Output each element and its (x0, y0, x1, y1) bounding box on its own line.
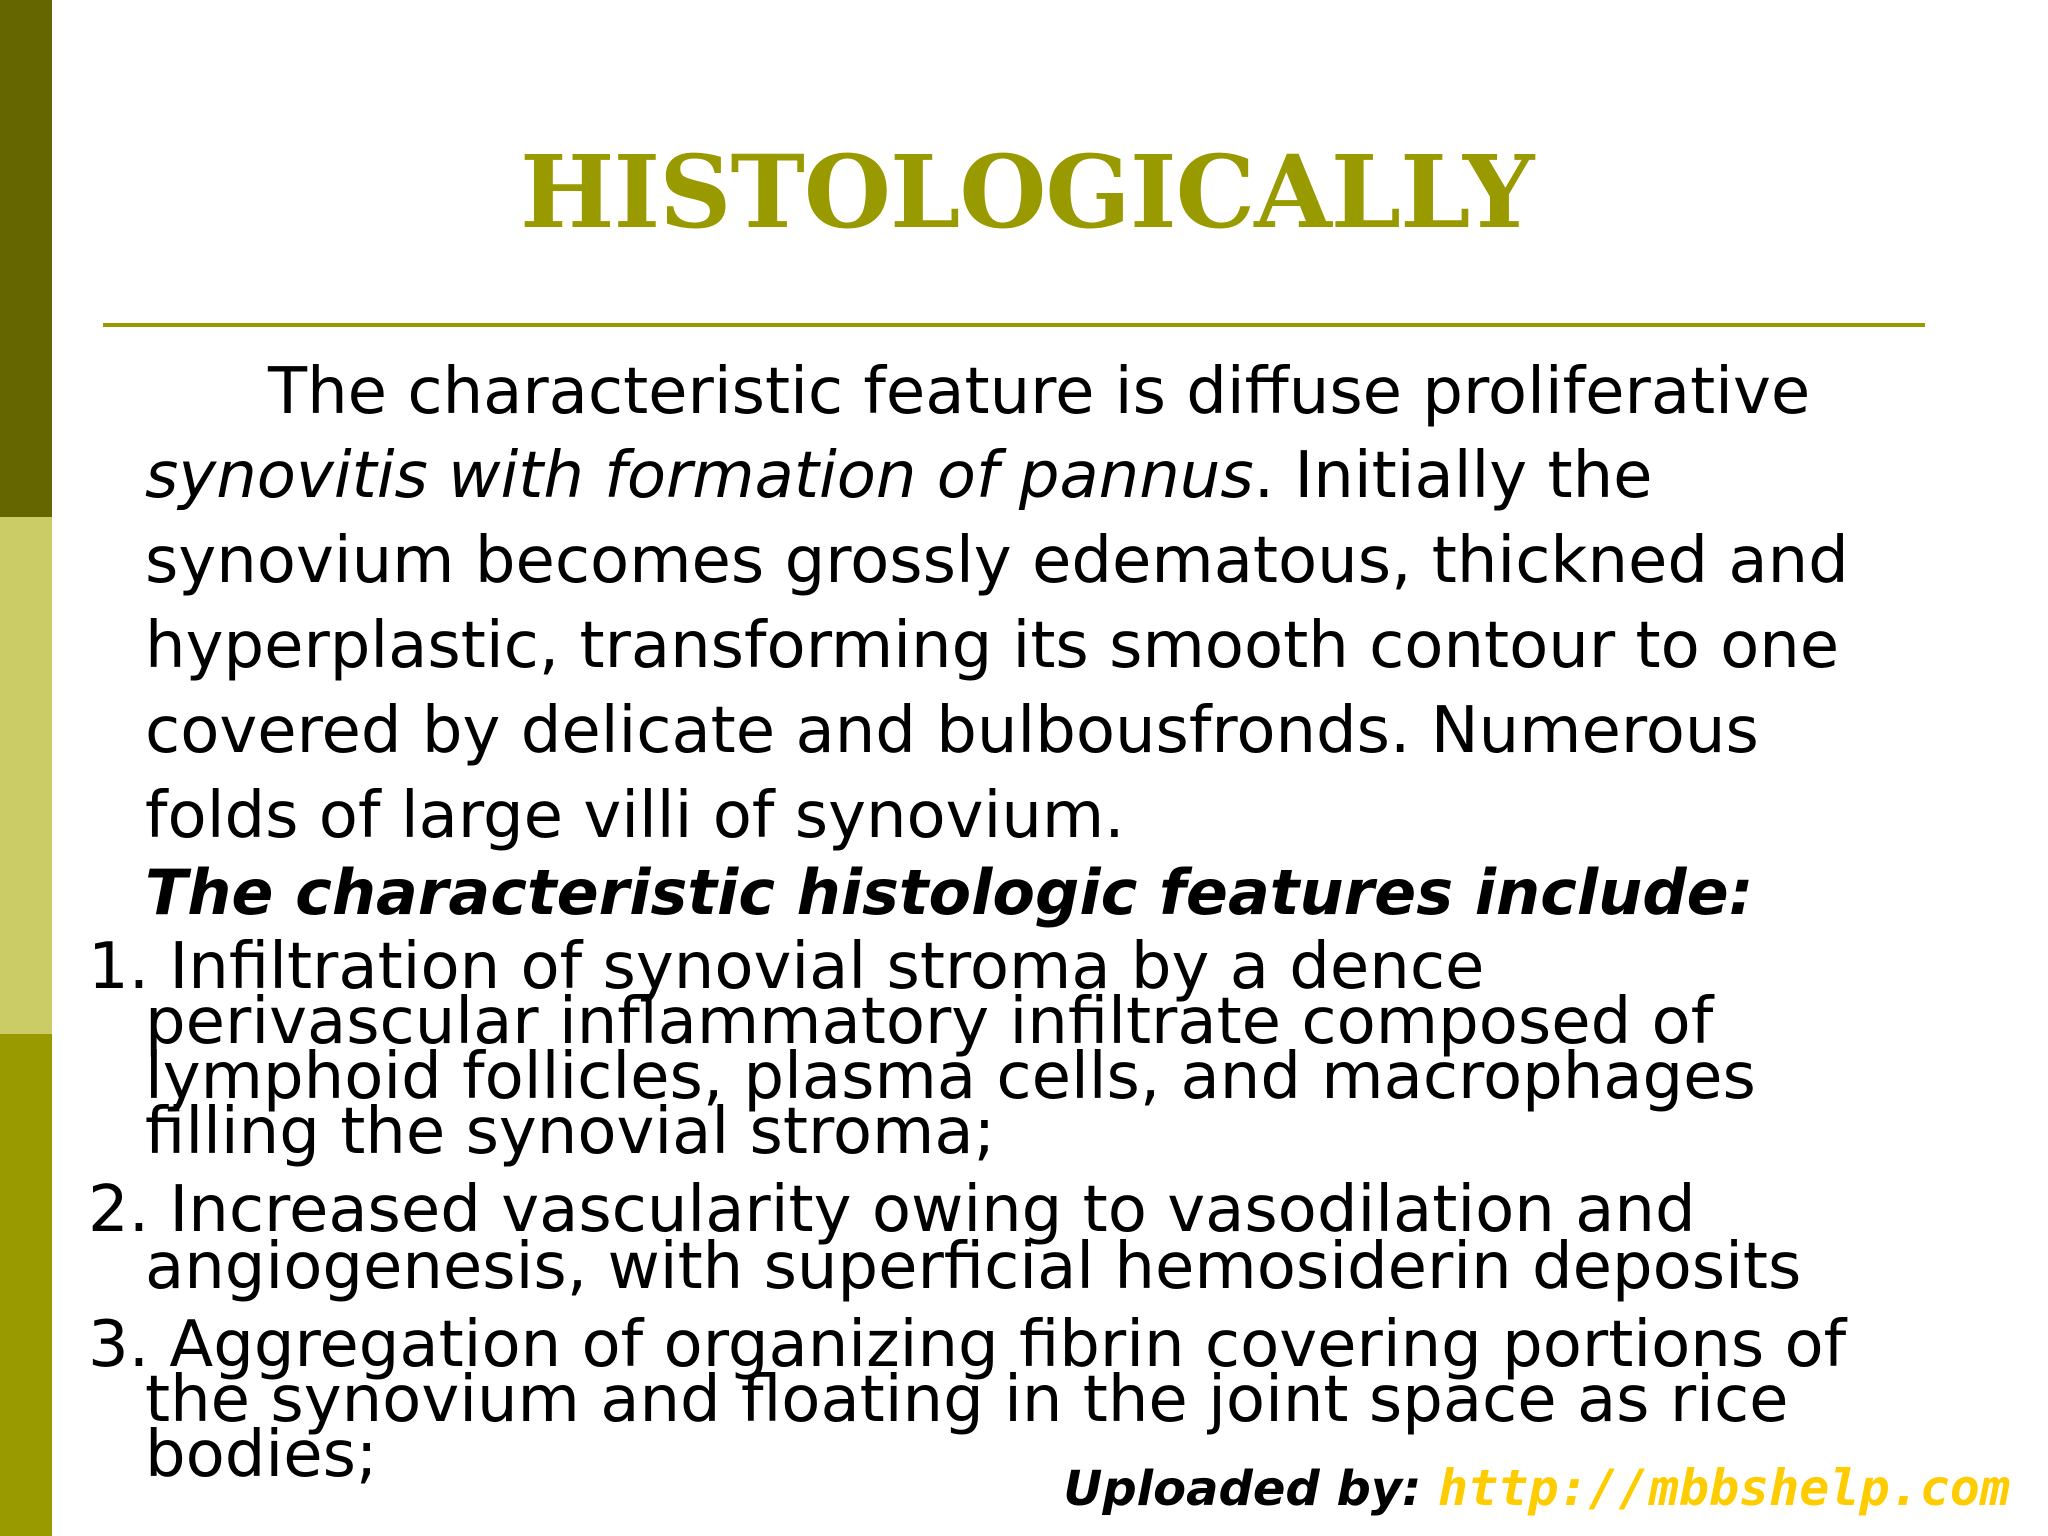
list-item-2-line: angiogenesis, with superficial hemosiderin deposits (145, 1230, 1802, 1304)
list-item-3-line: 3. Aggregation of organizing fibrin covering portions of (88, 1308, 1847, 1382)
paragraph-emphasis: synovitis with formation of pannus (145, 439, 1254, 513)
upload-credit (1063, 1458, 2010, 1519)
paragraph-line: The characteristic feature is diffuse proliferative (268, 355, 1811, 429)
paragraph-text: . Initially the (1253, 439, 1653, 513)
list-item-1-line: lymphoid follicles, plasma cells, and macrophages (145, 1040, 1756, 1114)
list-item-1-line: filling the synovial stroma; (145, 1095, 996, 1169)
paragraph-line: folds of large villi of synovium. (145, 779, 1125, 853)
credit-label: Uploaded by: (1063, 1461, 1439, 1517)
credit-link[interactable]: http://mbbshelp.com (1438, 1459, 2010, 1517)
paragraph-line: covered by delicate and bulbousfronds. Numerous (145, 694, 1759, 768)
features-heading: The characteristic histologic features include: (145, 856, 1754, 929)
list-item-3-line: bodies; (145, 1418, 378, 1492)
list-item-1-line: perivascular inflammatory infiltrate composed of (145, 985, 1714, 1059)
paragraph-line: hyperplastic, transforming its smooth contour to one (145, 609, 1840, 683)
list-item-3-line: the synovium and floating in the joint space as rice (145, 1363, 1789, 1437)
paragraph-line: synovium becomes grossly edematous, thickned and (145, 524, 1849, 598)
list-item-1-line: 1. Infiltration of synovial stroma by a dence (88, 930, 1485, 1004)
slide-title: HISTOLOGICALLY (520, 133, 1534, 251)
paragraph-line (145, 436, 1653, 516)
list-item-2-line: 2. Increased vascularity owing to vasodilation and (88, 1173, 1696, 1247)
